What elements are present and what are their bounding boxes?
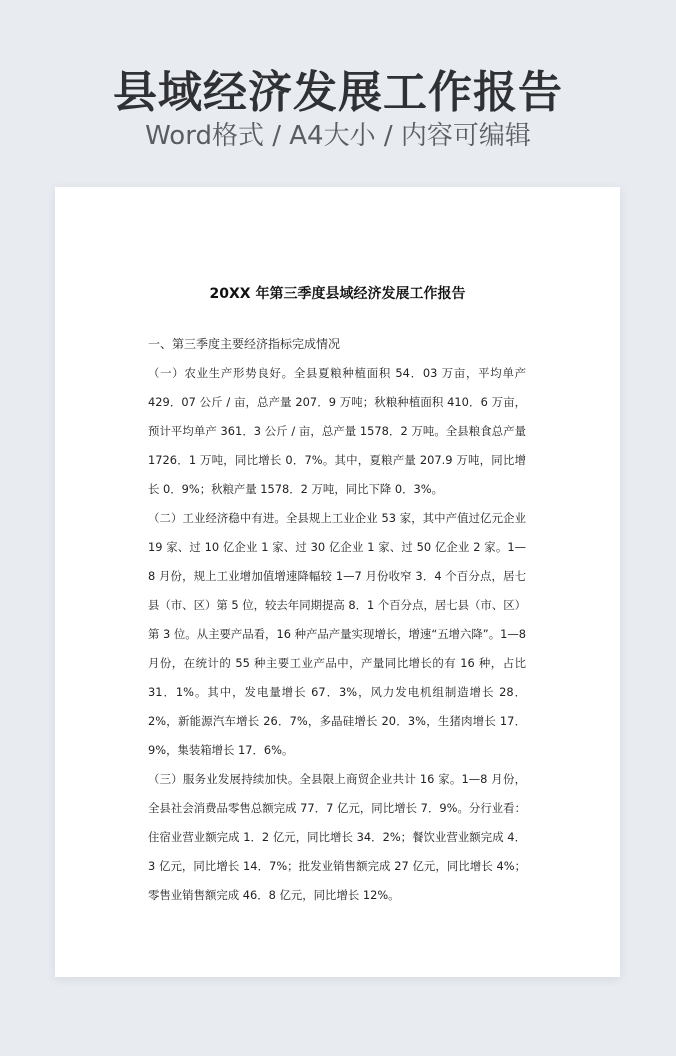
section-heading: 一、第三季度主要经济指标完成情况	[148, 337, 341, 351]
banner	[0, 0, 676, 180]
paragraph-services: （三）服务业发展持续加快。全县限上商贸企业共计 16 家。1—8 月份，全县社会消费品零售总额完成 77．7 亿元，同比增长 7．9%。分行业看：住宿业营业额完成 1．2 亿元，同比增长 34．2%；餐饮业营业额完成 4．3 亿元，同比增长 14．7%；批发业销售额完成 27 亿元，同比增长 4%；零售业销售额完成 46．8 亿元，同比增长 12%。	[148, 772, 526, 902]
document-body	[148, 330, 526, 910]
paragraph-industry: （二）工业经济稳中有进。全县规上工业企业 53 家，其中产值过亿元企业 19 家、过 10 亿企业 1 家、过 30 亿企业 1 家、过 50 亿企业 2 家。1—8 月份，规上工业增加值增速降幅较 1—7 月份收窄 3．4 个百分点，居七县（市、区）第 5 位，较去年同期提高 8．1 个百分点，居七县（市、区）第 3 位。从主要产品看，16 种产品产量实现增长，增速“五增六降”。1—8 月份，在统计的 55 种主要工业产品中，产量同比增长的有 16 种，占比 31．1%。其中，发电量增长 67．3%，风力发电机组制造增长 28．2%，新能源汽车增长 26．7%，多晶硅增长 20．3%，生猪肉增长 17．9%，集装箱增长 17．6%。	[148, 511, 526, 757]
banner-subtitle: Word格式 / A4大小 / 内容可编辑	[145, 121, 531, 151]
document-title: 20XX 年第三季度县域经济发展工作报告	[209, 286, 466, 302]
paragraph-agriculture: （一）农业生产形势良好。全县夏粮种植面积 54．03 万亩，平均单产 429．07 公斤 / 亩，总产量 207．9 万吨；秋粮种植面积 410．6 万亩，预计平均单产 361．3 公斤 / 亩，总产量 1578．2 万吨。全县粮食总产量 1726．1 万吨，同比增长 0．7%。其中，夏粮产量 207.9 万吨，同比增长 0．9%；秋粮产量 1578．2 万吨，同比下降 0．3%。	[148, 366, 526, 496]
document-page	[55, 187, 620, 977]
banner-title: 县域经济发展工作报告	[113, 67, 563, 118]
